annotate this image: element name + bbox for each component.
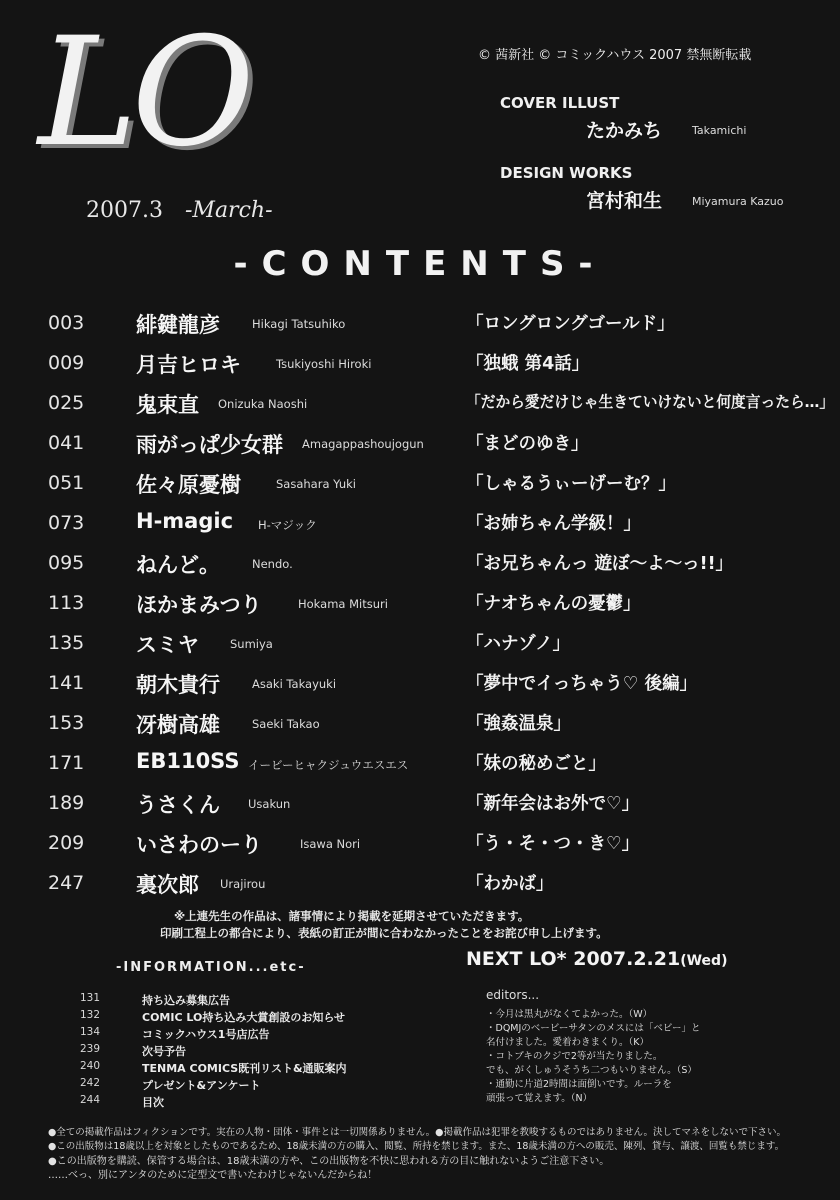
info-item (0, 992, 460, 1008)
copyright-notice: © 茜新社 © コミックハウス 2007 禁無断転載 (478, 48, 752, 63)
contents-page: 025 (48, 392, 85, 414)
issue-date: 2007.3 (86, 198, 163, 223)
info-item (0, 1043, 460, 1059)
editor-comment: ・DQMJのベービーサタンのメスには「ベビー」と (486, 1023, 701, 1034)
editor-comment: 名付けました。愛着わきまくり。（K） (486, 1037, 649, 1048)
contents-page: 247 (48, 872, 85, 894)
contents-title: 「新年会はお外で♡」 (466, 794, 640, 814)
editor-comment: ・今月は黒丸がなくてよかった。（W） (486, 1009, 653, 1020)
contents-page: 009 (48, 352, 85, 374)
apology-note: 印刷工程上の都合により、表紙の訂正が間に合わなかったことをお詫び申し上げます。 (160, 926, 608, 940)
contents-row (0, 346, 840, 384)
next-issue-text: NEXT LO* 2007.2.21 (466, 948, 681, 970)
design-works-name: 宮村和生 (586, 190, 663, 212)
contents-author-roman: H-マジック (258, 518, 317, 532)
contents-page: 141 (48, 672, 85, 694)
contents-title: 「しゃるうぃーげーむ？」 (466, 474, 676, 494)
next-issue-weekday: (Wed) (680, 953, 728, 969)
contents-page: 095 (48, 552, 85, 574)
contents-author-roman: Onizuka Naoshi (218, 397, 308, 411)
editor-comment: ・コトブキのクジで2等が当たりました。 (486, 1051, 663, 1062)
editor-comment: ・通勤に片道2時間は面倒いです。ルーラを (486, 1079, 672, 1090)
contents-author: 佐々原憂樹 (136, 473, 241, 497)
contents-row (0, 426, 840, 464)
contents-author-roman: Sasahara Yuki (276, 477, 357, 491)
contents-row (0, 746, 840, 784)
contents-row (0, 786, 840, 824)
contents-row (0, 466, 840, 504)
editor-comment: でも、がくしゅうそうち二つもいりません。（S） (486, 1065, 697, 1076)
contents-author: 緋鍵龍彦 (136, 313, 220, 337)
contents-title: 「お姉ちゃん学級！」 (466, 514, 641, 534)
contents-author: いさわのーり (136, 833, 262, 857)
info-page: 244 (80, 1094, 101, 1106)
delay-note: ※上連先生の作品は、諸事情により掲載を延期させていただきます。 (174, 909, 530, 923)
contents-page: 051 (48, 472, 85, 494)
contents-author: スミヤ (136, 633, 199, 657)
footer-disclaimer: ……べっ、別にアンタのために定型文で書いたわけじゃないんだからね！ (48, 1170, 378, 1181)
footer-disclaimer: ●この出版物を購読、保管する場合は、18歳未満の方や、この出版物を不快に思われる方の目に触れないようご注意下さい。 (48, 1156, 610, 1167)
information-heading: -INFORMATION...etc- (116, 960, 306, 975)
magazine-logo: LO (38, 6, 249, 180)
issue-month: -March- (184, 198, 273, 223)
contents-author: 裏次郎 (136, 873, 199, 897)
contents-author: 雨がっぱ少女群 (136, 433, 283, 457)
cover-illust-roman: Takamichi (692, 124, 747, 137)
info-text: TENMA COMICS既刊リスト&通販案内 (142, 1062, 347, 1075)
info-text: コミックハウス1号店広告 (142, 1028, 270, 1041)
contents-page: 073 (48, 512, 85, 534)
contents-row (0, 666, 840, 704)
contents-author-roman: Tsukiyoshi Hiroki (276, 357, 372, 371)
info-page: 239 (80, 1043, 101, 1055)
contents-heading: -CONTENTS- (233, 244, 607, 284)
contents-row (0, 586, 840, 624)
info-text: 次号予告 (142, 1045, 186, 1058)
contents-author: EB110SS (136, 749, 240, 773)
contents-title: 「独蛾 第4話」 (466, 354, 590, 374)
contents-title: 「だから愛だけじゃ生きていけないと何度言ったら…」 (466, 393, 835, 411)
contents-page: 135 (48, 632, 85, 654)
contents-author-roman: イービーヒャクジュウエスエス (248, 758, 409, 772)
info-item (0, 1060, 460, 1076)
contents-author: 月吉ヒロキ (136, 353, 241, 377)
next-issue-date (466, 948, 727, 970)
info-text: COMIC LO持ち込み大賞創設のお知らせ (142, 1011, 346, 1024)
contents-author-roman: Asaki Takayuki (252, 677, 337, 691)
contents-title: 「まどのゆき」 (466, 434, 589, 454)
info-page: 242 (80, 1077, 101, 1089)
editors-heading: editors... (486, 988, 540, 1002)
contents-author: 鬼束直 (136, 393, 199, 417)
contents-row (0, 506, 840, 544)
footer-disclaimer: ●この出版物は18歳以上を対象としたものであるため、18歳未満の方の購入、閲覧、所持を禁じます。また、18歳未満の方への販売、陳列、貸与、譲渡、回覧も禁じます。 (48, 1141, 785, 1152)
contents-row (0, 706, 840, 744)
design-works-roman: Miyamura Kazuo (692, 195, 784, 208)
info-item (0, 1009, 460, 1025)
contents-author-roman: Urajirou (220, 877, 266, 891)
info-page: 132 (80, 1009, 101, 1021)
contents-author-roman: Usakun (248, 797, 291, 811)
design-works-label: DESIGN WORKS (500, 164, 633, 182)
contents-author: うさくん (136, 793, 220, 817)
contents-author: ねんど。 (136, 553, 220, 577)
contents-page: 189 (48, 792, 85, 814)
contents-title: 「強姦温泉」 (466, 714, 571, 734)
contents-page: 041 (48, 432, 85, 454)
info-item (0, 1026, 460, 1042)
contents-title: 「お兄ちゃんっ 遊ぼ～よ～っ!!」 (466, 554, 734, 574)
cover-illust-name: たかみち (586, 120, 663, 142)
contents-row (0, 386, 840, 424)
contents-row (0, 626, 840, 664)
contents-row (0, 866, 840, 904)
info-item (0, 1077, 460, 1093)
contents-author-roman: Hokama Mitsuri (298, 597, 388, 611)
contents-author: 朝木貴行 (136, 673, 220, 697)
editor-comment: 頑張って覚えます。（N） (486, 1093, 593, 1104)
contents-author-roman: Hikagi Tatsuhiko (252, 317, 346, 331)
contents-title: 「ロングロングゴールド」 (466, 314, 675, 334)
info-page: 131 (80, 992, 101, 1004)
contents-title: 「ハナゾノ」 (466, 634, 571, 654)
info-page: 134 (80, 1026, 101, 1038)
contents-page: 153 (48, 712, 85, 734)
contents-row (0, 826, 840, 864)
contents-author: H-magic (136, 509, 234, 533)
contents-title: 「妹の秘めごと」 (466, 754, 606, 774)
cover-illust-label: COVER ILLUST (500, 94, 620, 112)
contents-author: ほかまみつり (136, 593, 262, 617)
info-page: 240 (80, 1060, 101, 1072)
contents-page: 209 (48, 832, 85, 854)
contents-author: 冴樹高雄 (136, 713, 220, 737)
footer-disclaimer: ●全ての掲載作品はフィクションです。実在の人物・団体・事件とは一切関係ありません。●掲載作品は犯罪を教唆するものではありません。決してマネをしないで下さい。 (48, 1127, 787, 1138)
contents-author-roman: Isawa Nori (300, 837, 361, 851)
issue-date-line (86, 198, 273, 223)
info-text: プレゼント&アンケート (142, 1079, 261, 1092)
contents-author-roman: Saeki Takao (252, 717, 320, 731)
contents-row (0, 546, 840, 584)
contents-title: 「ナオちゃんの憂鬱」 (466, 594, 641, 614)
contents-page: 003 (48, 312, 85, 334)
contents-row (0, 306, 840, 344)
contents-page: 171 (48, 752, 85, 774)
contents-title: 「う・そ・つ・き♡」 (466, 834, 640, 854)
contents-title: 「夢中でイっちゃう♡ 後編」 (466, 674, 698, 694)
info-item (0, 1094, 460, 1110)
contents-author-roman: Sumiya (230, 637, 273, 651)
contents-author-roman: Amagappashoujogun (302, 437, 424, 451)
contents-title: 「わかば」 (466, 874, 554, 894)
info-text: 目次 (142, 1096, 164, 1109)
info-text: 持ち込み募集広告 (142, 994, 230, 1007)
contents-author-roman: Nendo. (252, 557, 293, 571)
contents-page: 113 (48, 592, 85, 614)
